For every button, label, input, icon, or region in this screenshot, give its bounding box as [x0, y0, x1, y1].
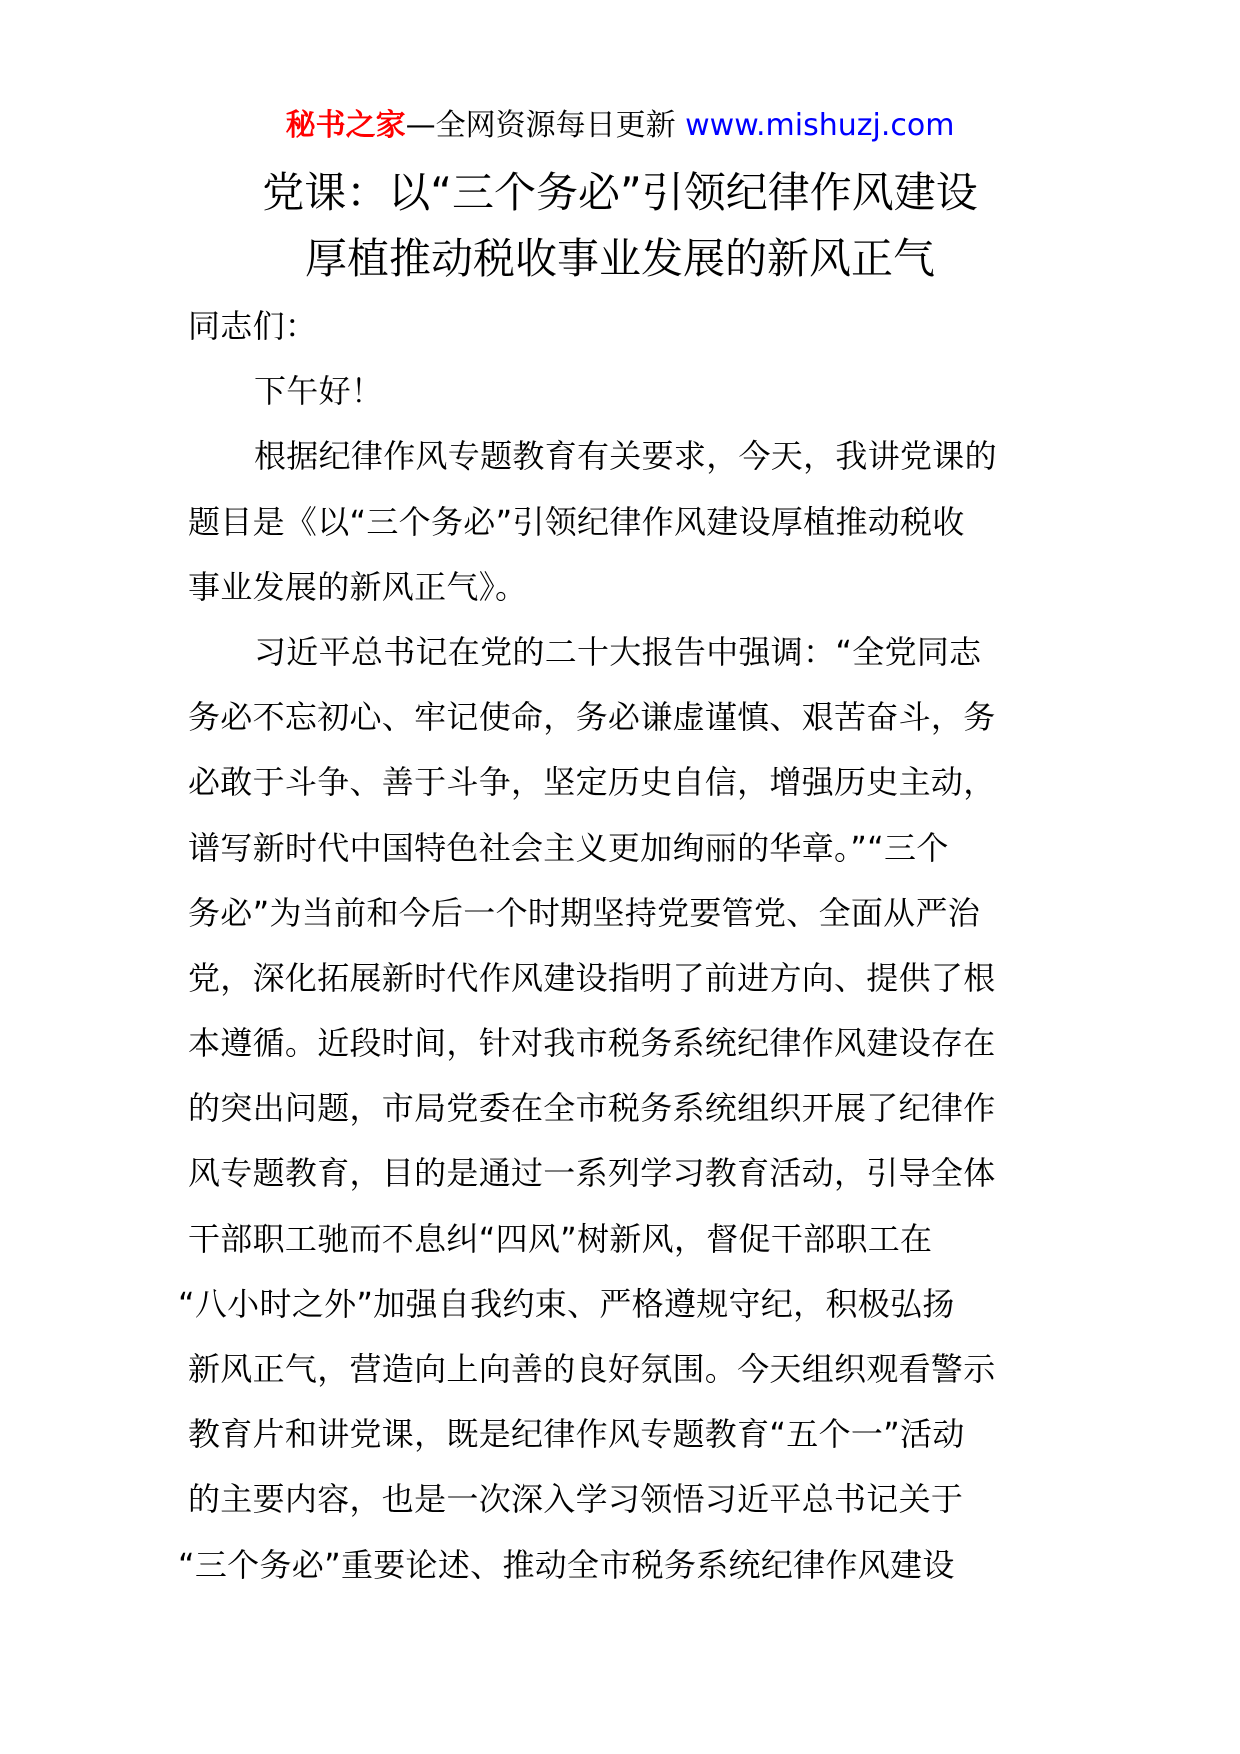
- body-line: 新风正气，营造向上向善的良好氛围。今天组织观看警示: [188, 1350, 996, 1388]
- body-line: 党，深化拓展新时代作风建设指明了前进方向、提供了根: [188, 958, 996, 997]
- body-line: 必敢于斗争、善于斗争，坚定历史自信，增强历史主动，: [188, 763, 996, 802]
- body-line: 题目是《以“三个务必”引领纪律作风建设厚植推动税收: [188, 502, 965, 541]
- salutation: 同志们：: [188, 307, 318, 345]
- site-url-link[interactable]: www.mishuzj.com: [685, 108, 955, 143]
- body-line: 事业发展的新风正气》。: [188, 567, 528, 606]
- body-line: 干部职工驰而不息纠“四风”树新风，督促干部职工在: [188, 1219, 933, 1258]
- body-line: 本遵循。近段时间，针对我市税务系统纪律作风建设存在: [188, 1024, 996, 1063]
- document-body: [178, 294, 1048, 1598]
- body-line: 务必不忘初心、牢记使命，务必谦虚谨慎、艰苦奋斗，务: [188, 698, 996, 737]
- body-line: 谱写新时代中国特色社会主义更加绚丽的华章。”“三个: [188, 828, 949, 867]
- body-line: 的突出问题，市局党委在全市税务系统组织开展了纪律作: [188, 1089, 996, 1128]
- document-title: [0, 160, 1240, 292]
- body-line: 风专题教育，目的是通过一系列学习教育活动，引导全体: [188, 1154, 996, 1193]
- body-line: “三个务必”重要论述、推动全市税务系统纪律作风建设: [178, 1545, 955, 1584]
- body-line: 习近平总书记在党的二十大报告中强调：“全党同志: [254, 632, 982, 671]
- body-line: “八小时之外”加强自我约束、严格遵规守纪，积极弘扬: [178, 1284, 955, 1323]
- title-line-1: 党课：以“三个务必”引领纪律作风建设: [262, 168, 978, 217]
- site-header: [0, 98, 1240, 154]
- body-line: 教育片和讲党课，既是纪律作风专题教育“五个一”活动: [188, 1415, 965, 1454]
- body-line: 的主要内容，也是一次深入学习领悟习近平总书记关于: [188, 1480, 964, 1519]
- greeting: 下午好！: [254, 372, 384, 411]
- site-brand: 秘书之家: [285, 108, 406, 143]
- body-line: 根据纪律作风专题教育有关要求，今天，我讲党课的: [254, 437, 997, 476]
- site-tagline: —全网资源每日更新: [405, 108, 686, 143]
- body-line: 务必”为当前和今后一个时期坚持党要管党、全面从严治: [188, 893, 981, 932]
- title-line-2: 厚植推动税收事业发展的新风正气: [304, 234, 935, 283]
